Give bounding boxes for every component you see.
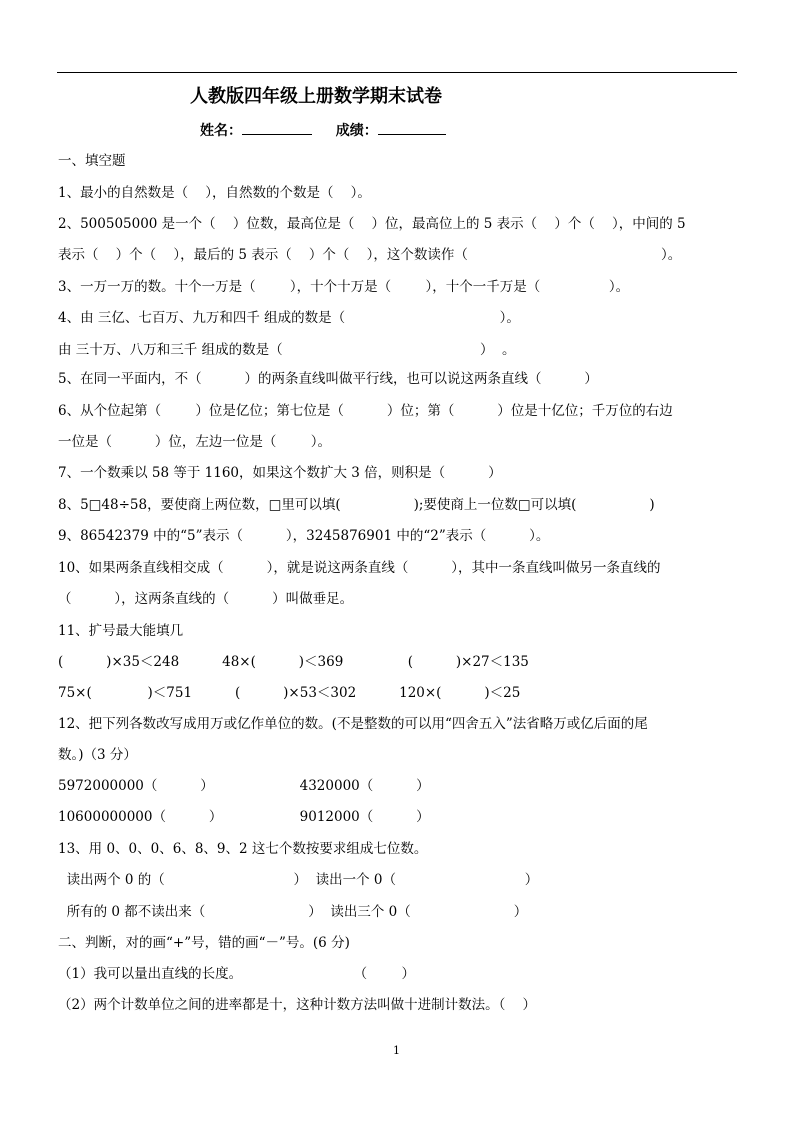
question-line: 3、一万一万的数。十个一万是（ ），十个十万是（ ），十个一千万是（ ）。 [58,279,630,295]
question-line: 5972000000（ ） 4320000（ ） [58,778,430,794]
page-number: 1 [393,1044,400,1057]
name-blank[interactable] [242,120,312,135]
question-line: 9、86542379 中的“5”表示（ ），3245876901 中的“2”表示（ ）。 [58,528,550,544]
question-line: 8、5□48÷58，要使商上两位数，□里可以填( );要使商上一位数□可以填( ) [58,497,655,513]
page-title: 人教版四年级上册数学期末试卷 [190,86,442,107]
score-label: 成绩： [335,123,378,139]
question-line: 5、在同一平面内，不（ ）的两条直线叫做平行线，也可以说这两条直线（ ） [58,371,598,387]
section-heading-true-false: 二、判断，对的画“+”号，错的画“－”号。(6 分) [58,935,350,951]
question-line: （2）两个计数单位之间的进率都是十，这种计数方法叫做十进制计数法。（ ） [58,997,537,1013]
question-line: 10、如果两条直线相交成（ ），就是说这两条直线（ ），其中一条直线叫做另一条直线的 [58,560,661,576]
header-rule [57,72,737,73]
question-line: 11、扩号最大能填几 [58,623,184,639]
question-line: 读出两个 0 的（ ） 读出一个 0（ ） [58,872,539,888]
question-line: 由 三十万、八万和三千 组成的数是（ ） 。 [58,342,516,358]
question-line: （ ），这两条直线的（ ）叫做垂足。 [58,591,354,607]
question-line: ( )×35＜248 48×( )＜369 ( )×27＜135 [58,654,529,670]
name-label: 姓名： [200,123,242,139]
section-heading-fill-blank: 一、填空题 [58,153,126,169]
question-line: 7、一个数乘以 58 等于 1160，如果这个数扩大 3 倍，则积是（ ） [58,465,502,481]
question-line: 2、500505000 是一个（ ）位数，最高位是（ ）位，最高位上的 5 表示（ ）个（ ），中间的 5 [58,216,686,232]
question-line: 表示（ ）个（ ），最后的 5 表示（ ）个（ ），这个数读作（ ）。 [58,247,682,263]
question-line: （1）我可以量出直线的长度。 （ ） [58,966,415,982]
student-info-row [200,120,446,140]
question-line: 4、由 三亿、七百万、九万和四千 组成的数是（ ）。 [58,310,520,326]
question-line: 一位是（ ）位，左边一位是（ ）。 [58,434,331,450]
question-line: 12、把下列各数改写成用万或亿作单位的数。(不是整数的可以用“四舍五入”法省略万或亿后面的尾 [58,716,648,732]
question-line: 1、最小的自然数是（ ），自然数的个数是（ ）。 [58,185,371,201]
question-line: 所有的 0 都不读出来（ ） 读出三个 0（ ） [58,904,528,920]
question-line: 13、用 0、0、0、6、8、9、2 这七个数按要求组成七位数。 [58,841,428,857]
question-line: 数。)（3 分） [58,747,137,763]
score-blank[interactable] [378,120,446,135]
question-line: 6、从个位起第（ ）位是亿位；第七位是（ ）位；第（ ）位是十亿位；千万位的右边 [58,403,673,419]
question-line: 10600000000（ ） 9012000（ ） [58,809,430,825]
question-line: 75×( )＜751 ( )×53＜302 120×( )＜25 [58,685,521,701]
